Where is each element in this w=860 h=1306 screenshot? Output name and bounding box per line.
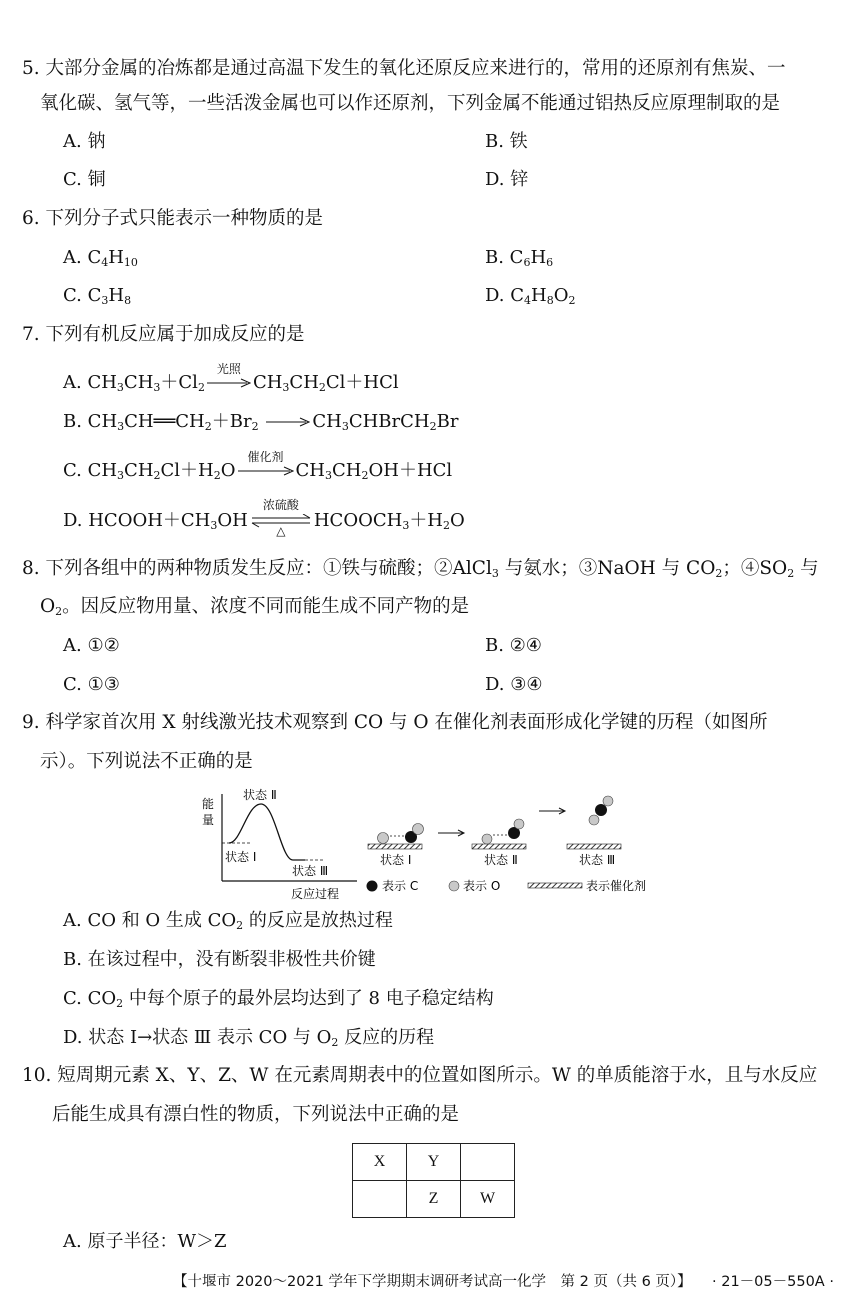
condition-heat: △ — [276, 524, 286, 538]
oxygen-atom-icon — [589, 815, 599, 825]
condition-conc-h2so4: 浓硫酸 — [262, 498, 299, 512]
q6-option-c: C. $C_3H_8$ — [63, 285, 132, 307]
q9-option-c: C. $CO_2$ 中每个原子的最外层均达到了 8 电子稳定结构 — [63, 988, 494, 1010]
oxygen-atom-icon — [603, 796, 613, 806]
q6-option-d: D. $C_4H_8O_2$ — [485, 285, 576, 307]
oxygen-atom-icon — [514, 819, 524, 829]
reversible-arrow — [250, 514, 312, 528]
q5-option-b: B. 铁 — [485, 131, 528, 152]
oxygen-atom-icon — [482, 834, 492, 844]
q5-option-d: D. 锌 — [485, 169, 529, 190]
footer-code: · 21－05－550A · — [712, 1274, 834, 1290]
energy-state2-label: 状态 Ⅱ — [243, 788, 277, 802]
q7-option-a: A. $CH_3CH_3+Cl_2$ 光照 $CH_3CH_2Cl+HCl$ — [63, 362, 399, 394]
condition-catalyst: 催化剂 — [247, 450, 284, 464]
reaction-arrow — [238, 465, 294, 477]
q8-stem-line1: 8. 下列各组中的两种物质发生反应：①铁与硫酸；②AlCl$_3$ 与氨水；③NaOH 与 $CO_2$；$④SO_2$ 与 — [22, 558, 819, 580]
q9-figure — [195, 786, 675, 902]
q10-stem-line2: 后能生成具有漂白性的物质，下列说法中正确的是 — [52, 1104, 460, 1125]
legend-carbon-label: 表示 C — [382, 879, 419, 893]
carbon-atom-icon — [595, 804, 607, 816]
footer-exam-info: 【十堰市 2020～2021 学年下学期期末调研考试高一化学 第 2 页（共 6 页）】 — [173, 1274, 692, 1290]
cell-y: Y — [407, 1144, 461, 1181]
q7-stem: 7. 下列有机反应属于加成反应的是 — [22, 324, 305, 345]
legend-catalyst-icon — [528, 883, 582, 888]
q9-option-b: B. 在该过程中，没有断裂非极性共价键 — [63, 949, 376, 970]
q9-stem-line1: 9. 科学家首次用 X 射线激光技术观察到 CO 与 O 在催化剂表面形成化学键的历程（如图所 — [22, 712, 768, 733]
cell-w: W — [461, 1181, 515, 1218]
y-axis-label-2: 量 — [202, 813, 215, 827]
cell-z: Z — [407, 1181, 461, 1218]
q8-option-c: C. ①③ — [63, 674, 120, 695]
q8-stem-line2: $O_2$。因反应物用量、浓度不同而能生成不同产物的是 — [40, 596, 470, 618]
q7-option-d: D. $HCOOH+CH_3OH$ 浓硫酸 △ $HCOOCH_3+H_2O$ — [63, 498, 465, 538]
y-axis-label-1: 能 — [202, 797, 215, 811]
legend-oxygen-label: 表示 O — [463, 879, 501, 893]
legend-catalyst-label: 表示催化剂 — [586, 879, 647, 893]
q5-option-a: A. 钠 — [63, 131, 106, 152]
q7-option-b: B. $CH_3CH══CH_2+Br_2$ $CH_3CHBrCH_2Br$ — [63, 411, 459, 433]
legend-carbon-icon — [367, 881, 378, 892]
state2-label: 状态 Ⅱ — [484, 853, 518, 867]
cell-x: X — [353, 1144, 407, 1181]
q9-option-d: D. 状态 Ⅰ→状态 Ⅲ 表示 CO 与 $O_2$ 反应的历程 — [63, 1027, 435, 1049]
cell-empty — [353, 1181, 407, 1218]
q8-option-b: B. ②④ — [485, 635, 542, 656]
state3-label: 状态 Ⅲ — [579, 853, 616, 867]
x-axis-label: 反应过程 — [291, 887, 340, 901]
oxygen-atom-icon — [413, 824, 424, 835]
q9-option-a: A. CO 和 O 生成 $CO_2$ 的反应是放热过程 — [63, 910, 393, 932]
q5-stem-line1: 5. 大部分金属的冶炼都是通过高温下发生的氧化还原反应来进行的，常用的还原剂有焦炭、一 — [22, 58, 786, 79]
cell-empty — [461, 1144, 515, 1181]
q5-stem-line2: 氧化碳、氢气等，一些活泼金属也可以作还原剂，下列金属不能通过铝热反应原理制取的是 — [40, 93, 781, 114]
energy-state1-label: 状态 Ⅰ — [225, 850, 257, 864]
q10-stem-line1: 10. 短周期元素 X、Y、Z、W 在元素周期表中的位置如图所示。W 的单质能溶于水，且与水反应 — [22, 1065, 818, 1086]
q7-option-c: C. $CH_3CH_2Cl+H_2O$ 催化剂 $CH_3CH_2OH+HCl$ — [63, 450, 453, 482]
condition-light: 光照 — [216, 362, 241, 376]
q8-option-d: D. ③④ — [485, 674, 543, 695]
q5-option-c: C. 铜 — [63, 169, 106, 190]
state1-label: 状态 Ⅰ — [380, 853, 412, 867]
reaction-arrow — [207, 377, 251, 389]
oxygen-atom-icon — [378, 833, 389, 844]
q6-stem: 6. 下列分子式只能表示一种物质的是 — [22, 208, 324, 229]
q8-option-a: A. ①② — [63, 635, 120, 656]
q9-stem-line2: 示）。下列说法不正确的是 — [40, 751, 253, 772]
energy-state3-label: 状态 Ⅲ — [292, 864, 329, 878]
periodic-table-fragment — [352, 1143, 515, 1218]
legend-oxygen-icon — [449, 881, 459, 891]
q10-option-a: A. 原子半径：W＞Z — [63, 1231, 227, 1252]
reaction-arrow — [266, 416, 310, 428]
q6-option-b: B. $C_6H_6$ — [485, 247, 554, 269]
q6-option-a: A. $C_4H_{10}$ — [63, 247, 138, 269]
